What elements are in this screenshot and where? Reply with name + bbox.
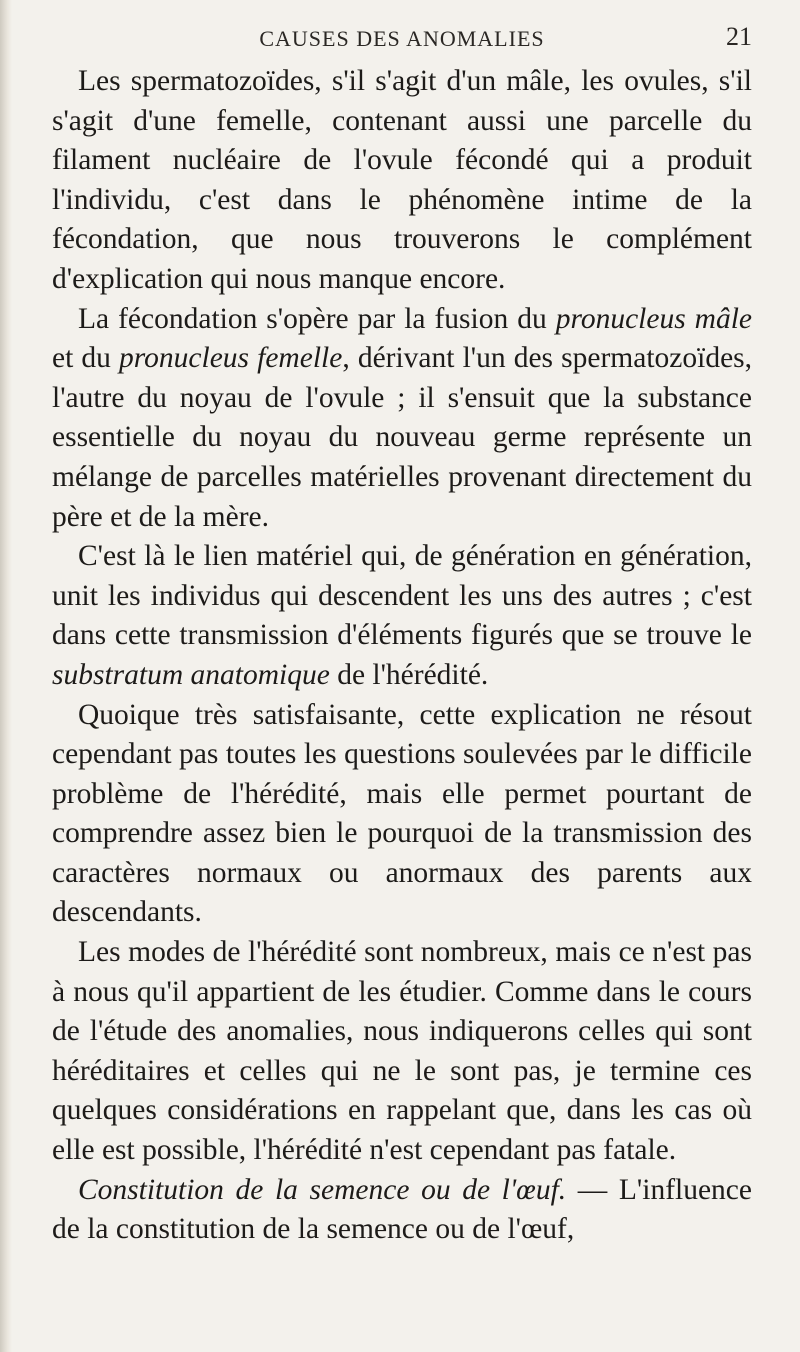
paragraph-text: de l'hérédité. <box>329 658 489 691</box>
section-heading-italic: Constitution de la semence ou de l'œuf. <box>78 1173 567 1206</box>
page-binding-edge <box>0 0 12 1352</box>
paragraph-explication <box>52 696 752 934</box>
italic-term-pronucleus-male: pronucleus mâle <box>555 302 753 335</box>
paragraph-text: Les spermatozoïdes, s'il s'agit d'un mâle, les ovules, s'il s'agit d'une femelle, contenant aussi une parcelle du filament nucléaire de l'ovule fécondé qui a produit l'individu, c'est dans le phénomène intime de la fécondation, que nous trouverons le complément d'explication qui nous manque encore. <box>52 65 752 295</box>
paragraph-text: — L'influence de la constitution de la semence ou de l'œuf, <box>52 1173 752 1246</box>
paragraph-text: et du <box>52 342 120 375</box>
paragraph-text: C'est là le lien matériel qui, de génération en génération, unit les individus qui descendent les uns des autres ; c'est dans cette transmission d'éléments figurés que se trouve le <box>52 540 752 652</box>
paragraph-text: La fécondation s'opère par la fusion du <box>78 302 556 335</box>
book-page <box>52 22 753 1250</box>
paragraph-modes-heredite <box>52 933 752 1171</box>
page-number: 21 <box>726 22 752 51</box>
running-header <box>52 22 752 62</box>
paragraph-text: , dérivant l'un des spermatozoïdes, l'autre du noyau de l'ovule ; il s'ensuit que la substance essentielle du noyau du nouveau germe représente un mélange de parcelles matérielles provenant directement du père et de la mère. <box>52 342 753 533</box>
paragraph-text: Quoique très satisfaisante, cette explication ne résout cependant pas toutes les questions soulevées par le difficile problème de l'hérédité, mais elle permet pourtant de comprendre assez bien le pourquoi de la transmission des caractères normaux ou anormaux des parents aux descendants. <box>52 698 752 929</box>
paragraph-text: Les modes de l'hérédité sont nombreux, mais ce n'est pas à nous qu'il appartient de les étudier. Comme dans le cours de l'étude des anomalies, nous indiquerons celles qui sont héréditaires et celles qui ne le sont pas, je termine ces quelques considérations en rappelant que, dans les cas où elle est possible, l'hérédité n'est cependant pas fatale. <box>52 936 752 1167</box>
paragraph-gametes <box>52 62 752 300</box>
running-title: CAUSES DES ANOMALIES <box>259 26 545 51</box>
paragraph-constitution <box>52 1171 752 1250</box>
body-text <box>52 62 752 1250</box>
paragraph-lien-materiel <box>52 537 752 695</box>
paragraph-fecondation <box>52 300 752 538</box>
italic-term-substratum: substratum anatomique <box>52 658 330 691</box>
italic-term-pronucleus-femelle: pronucleus femelle <box>119 342 343 375</box>
